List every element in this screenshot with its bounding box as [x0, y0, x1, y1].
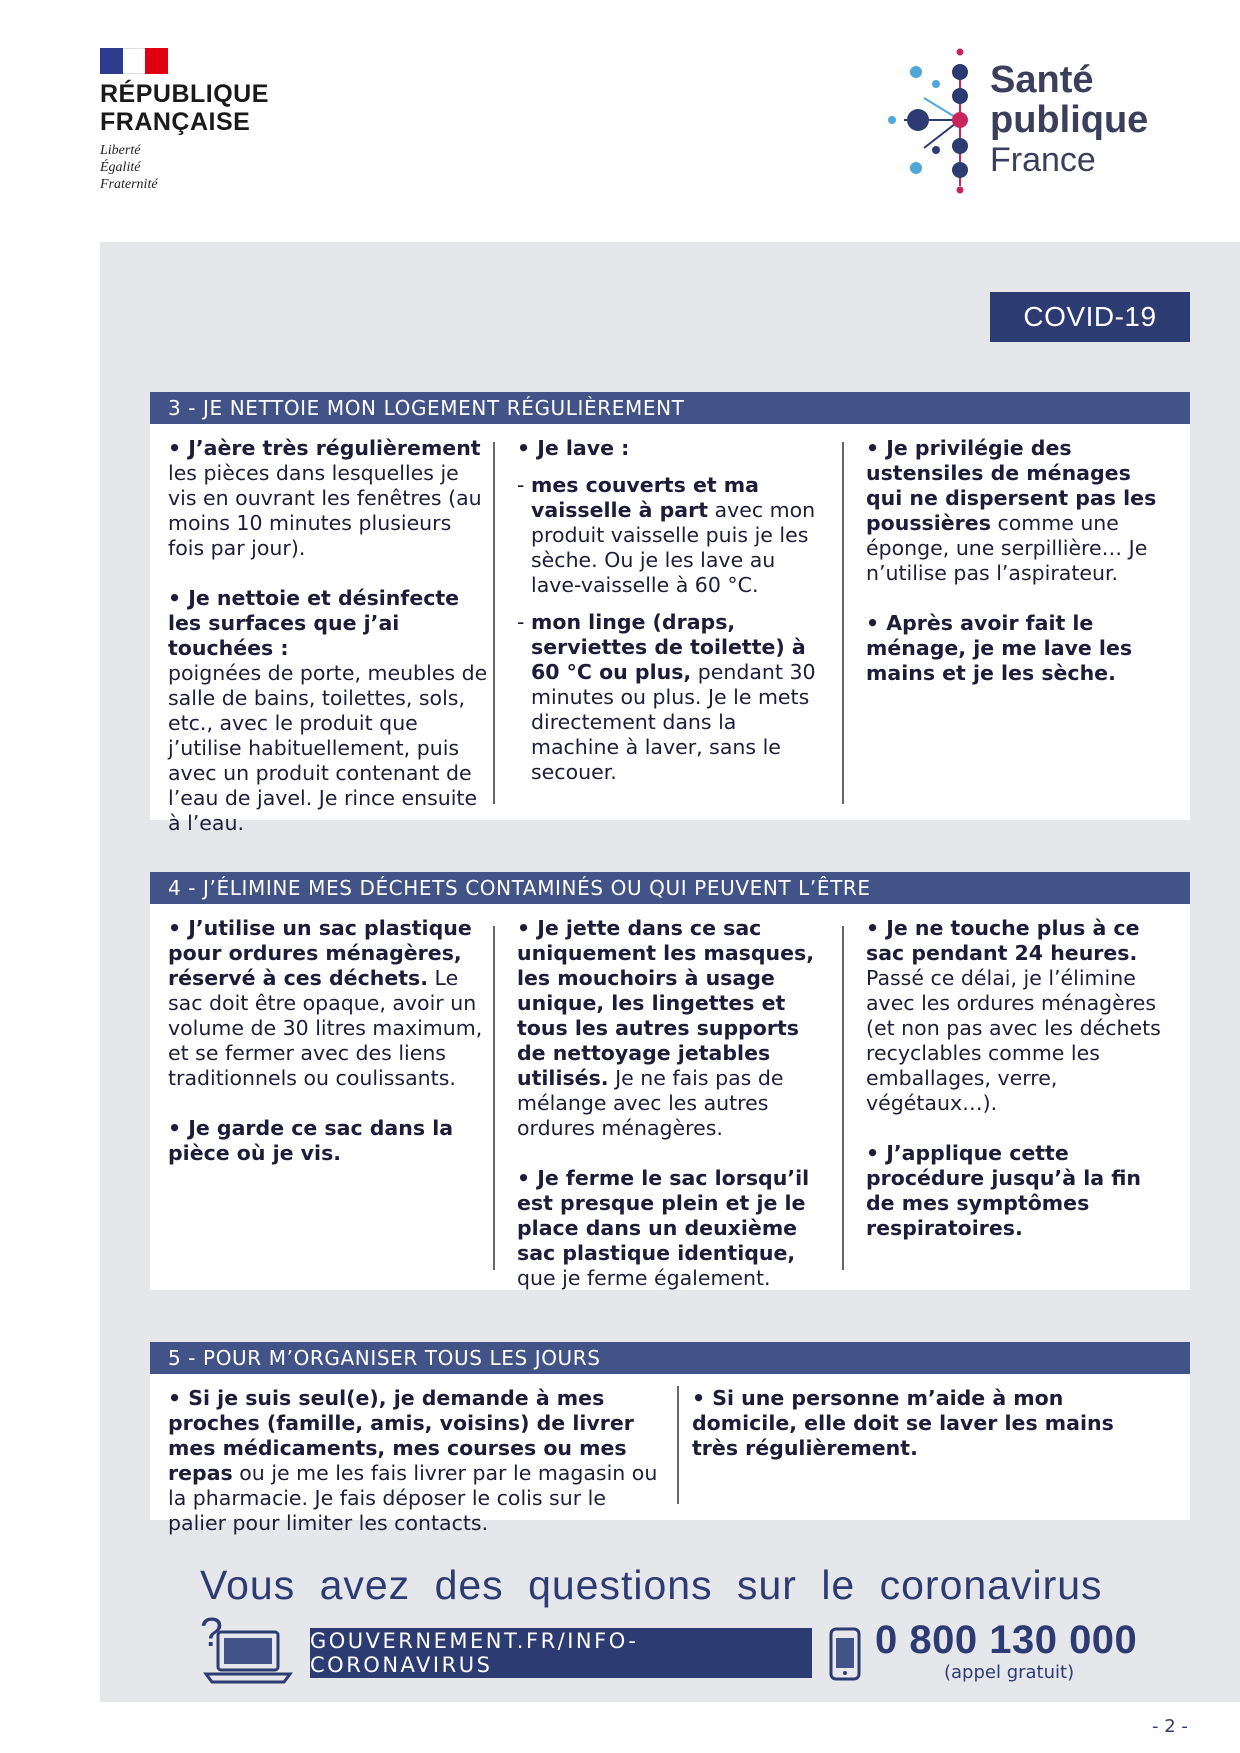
- smartphone-icon: [828, 1626, 862, 1682]
- s4-c2-bold1: • Je jette dans ce sac uniquement les masques, les mouchoirs à usage unique, les lingettes et tous les autres supports de nettoyage jetables utilisés.: [517, 916, 815, 1090]
- s3-c1-bold2: • Je nettoie et désinfecte les surfaces que j’ai touchées :: [168, 586, 460, 660]
- s3-c2-dash1-bold: mes couverts et ma vaisselle à part: [531, 473, 759, 522]
- phone-number[interactable]: 0 800 130 000: [875, 1618, 1138, 1662]
- s3-c2-dash2-text: pendant 30 minutes ou plus. Je le mets directement dans la machine à laver, sans le secouer.: [531, 660, 816, 784]
- s4-c1-bold1: • J’utilise un sac plastique pour ordures ménagères, réservé à ces déchets.: [168, 916, 472, 990]
- laptop-icon: [200, 1630, 296, 1684]
- s4-c2-text2: que je ferme également.: [517, 1266, 771, 1290]
- spf-name-line2: publique: [990, 99, 1149, 141]
- section3-title: 3 - JE NETTOIE MON LOGEMENT RÉGULIÈREMENT: [150, 392, 1190, 424]
- s4-c2-bold2: • Je ferme le sac lorsqu’il est presque plein et je le place dans un deuxième sac plastique identique,: [517, 1166, 810, 1265]
- s3-c3-bold1: • Je privilégie des ustensiles de ménages qui ne dispersent pas les poussières: [866, 436, 1157, 535]
- section4-divider2: [842, 926, 844, 1270]
- section4-col1: [168, 916, 488, 1191]
- section3-divider1: [493, 442, 495, 804]
- s4-c1-text1: Le sac doit être opaque, avoir un volume de 30 litres maximum, et se fermer avec des liens traditionnels ou coulissants.: [168, 966, 483, 1090]
- section5-col2: [692, 1386, 1162, 1486]
- question-heading: Vous avez des questions sur le coronavirus ?: [200, 1562, 1103, 1655]
- section4-col2: [517, 916, 817, 1316]
- free-call-note: (appel gratuit): [944, 1662, 1075, 1683]
- s4-c2-text1: Je ne fais pas de mélange avec les autres ordures ménagères.: [517, 1066, 784, 1140]
- section5-title: 5 - POUR M’ORGANISER TOUS LES JOURS: [150, 1342, 1190, 1374]
- s3-c3-text1: comme une éponge, une serpillière… Je n’utilise pas l’aspirateur.: [866, 511, 1148, 585]
- section3-divider2: [842, 442, 844, 804]
- spf-name-line3: France: [990, 141, 1096, 179]
- s4-c3-text1: Passé ce délai, je l’élimine avec les ordures ménagères (et non pas avec les déchets recyclables comme les emballages, verre, végétaux…).: [866, 966, 1161, 1115]
- s4-c3-bold1: • Je ne touche plus à ce sac pendant 24 heures.: [866, 916, 1140, 965]
- s5-c1-bold1: • Si je suis seul(e), je demande à mes proches (famille, amis, voisins) de livrer mes médicaments, mes courses ou mes repas: [168, 1386, 634, 1485]
- s4-c3-bold2: • J’applique cette procédure jusqu’à la fin de mes symptômes respiratoires.: [866, 1141, 1141, 1240]
- section3-col2: [517, 436, 817, 797]
- s3-c1-text2: poignées de porte, meubles de salle de bains, toilettes, sols, etc., avec le produit que j’utilise habituellement, puis avec un produit contenant de l’eau de javel. Je rince ensuite à l’eau.: [168, 661, 488, 835]
- sante-publique-france-logo: [880, 48, 1180, 198]
- s5-c1-text1: ou je me les fais livrer par le magasin ou la pharmacie. Je fais déposer le colis sur le palier pour limiter les contacts.: [168, 1461, 658, 1535]
- spf-name-line1: Santé: [990, 59, 1094, 101]
- s3-c2-dash-item2: - mon linge (draps, serviettes de toilette) à 60 °C ou plus, pendant 30 minutes ou plus. Je le mets directement dans la machine à laver, sans le secouer.: [517, 610, 816, 784]
- spf-dots-icon: [880, 48, 990, 198]
- info-coronavirus-link[interactable]: GOUVERNEMENT.FR/INFO-CORONAVIRUS: [310, 1628, 812, 1678]
- french-flag-icon: [100, 48, 168, 74]
- section4-body: [150, 904, 1190, 1290]
- s3-c2-dash1-text: avec mon produit vaisselle puis je les sèche. Ou je les lave au lave-vaisselle à 60 °C.: [531, 498, 816, 597]
- section4-title: 4 - J’ÉLIMINE MES DÉCHETS CONTAMINÉS OU QUI PEUVENT L’ÊTRE: [150, 872, 1190, 904]
- section4-divider1: [493, 926, 495, 1270]
- section5-body: [150, 1374, 1190, 1535]
- covid-badge: COVID-19: [990, 292, 1190, 342]
- section3-col3: [866, 436, 1166, 711]
- s4-c1-bold2: • Je garde ce sac dans la pièce où je vis.: [168, 1116, 454, 1165]
- section5-col1: [168, 1386, 658, 1561]
- rf-title-line1: RÉPUBLIQUE: [100, 80, 269, 108]
- section3-col1: [168, 436, 488, 861]
- motto-liberte: Liberté: [100, 143, 141, 158]
- republique-francaise-logo: [100, 48, 269, 193]
- motto-egalite: Égalité: [100, 160, 141, 175]
- s3-c1-text1: les pièces dans lesquelles je vis en ouvrant les fenêtres (au moins 10 minutes plusieurs fois par jour).: [168, 461, 482, 560]
- section4-col3: [866, 916, 1166, 1266]
- s3-c2-dash-item1: - mes couverts et ma vaisselle à part avec mon produit vaisselle puis je les sèche. Ou je les lave au lave-vaisselle à 60 °C.: [517, 473, 816, 597]
- rf-title-line2: FRANÇAISE: [100, 108, 251, 136]
- s3-c2-dash2-bold: mon linge (draps, serviettes de toilette) à 60 °C ou plus,: [531, 610, 806, 684]
- page-number: - 2 -: [1152, 1716, 1188, 1737]
- section3-body: [150, 424, 1190, 835]
- s3-c2-bold1: • Je lave :: [517, 436, 630, 460]
- motto-fraternite: Fraternité: [100, 177, 158, 192]
- s3-c3-bold2: • Après avoir fait le ménage, je me lave les mains et je les sèche.: [866, 611, 1133, 685]
- s3-c1-bold1: • J’aère très régulièrement: [168, 436, 481, 460]
- s5-c2-bold1: • Si une personne m’aide à mon domicile, elle doit se laver les mains très régulièrement.: [692, 1386, 1114, 1460]
- section5-divider: [677, 1386, 679, 1504]
